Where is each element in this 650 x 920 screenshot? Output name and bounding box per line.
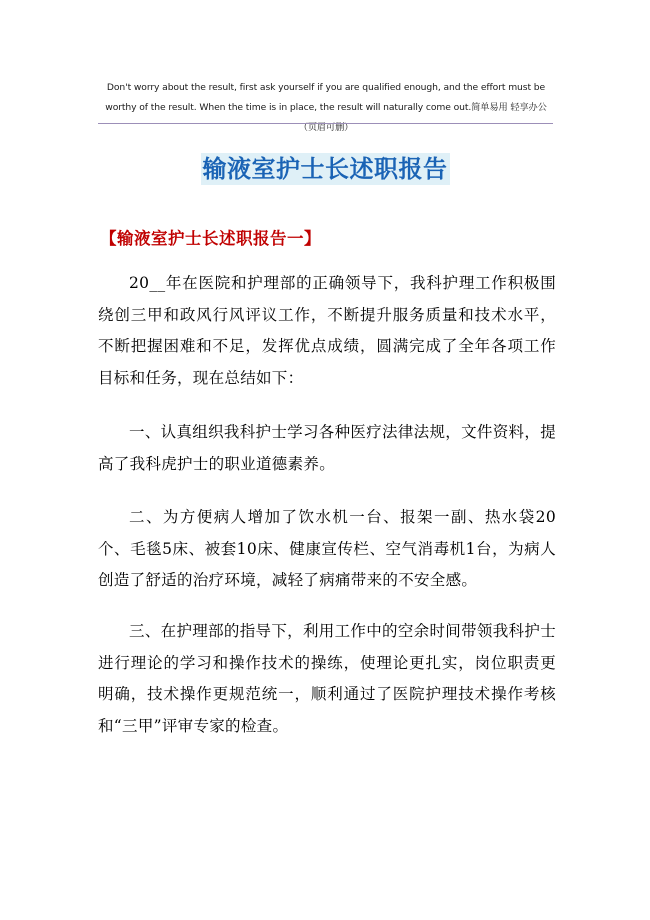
paragraph-item-3: 三、在护理部的指导下，利用工作中的空余时间带领我科护士进行理论的学习和操作技术的操练，使理论更扎实，岗位职责更明确，技术操作更规范统一，顺利通过了医院护理技术操作考核和“三甲”评审专家的检查。 — [98, 622, 556, 735]
header-divider — [98, 123, 553, 124]
section-heading: 【输液室护士长述职报告一】 — [100, 229, 321, 248]
paragraph-item-1: 一、认真组织我科护士学习各种医疗法律法规，文件资料，提高了我科虎护士的职业道德素养。 — [98, 423, 556, 473]
header-note: Don't worry about the result, first ask yourself if you are qualified enough, and the effort must be worthy of the result. When the time is in place, the result will naturally come out.简单易用 轻享办公（页眉可删） — [105, 82, 547, 133]
paragraph-item-2: 二、为方便病人增加了饮水机一台、报架一副、热水袋20个、毛毯5床、被套10床、健康宣传栏、空气消毒机1台，为病人创造了舒适的治疗环境，减轻了病痛带来的不安全感。 — [98, 508, 556, 589]
document-title — [0, 147, 650, 185]
document-title-text: 输液室护士长述职报告 — [202, 154, 448, 183]
paragraph-intro: 20__年在医院和护理部的正确领导下，我科护理工作积极围绕创三甲和政风行风评议工作，不断提升服务质量和技术水平，不断把握困难和不足，发挥优点成绩，圆满完成了全年各项工作目标和任务，现在总结如下： — [98, 274, 556, 387]
